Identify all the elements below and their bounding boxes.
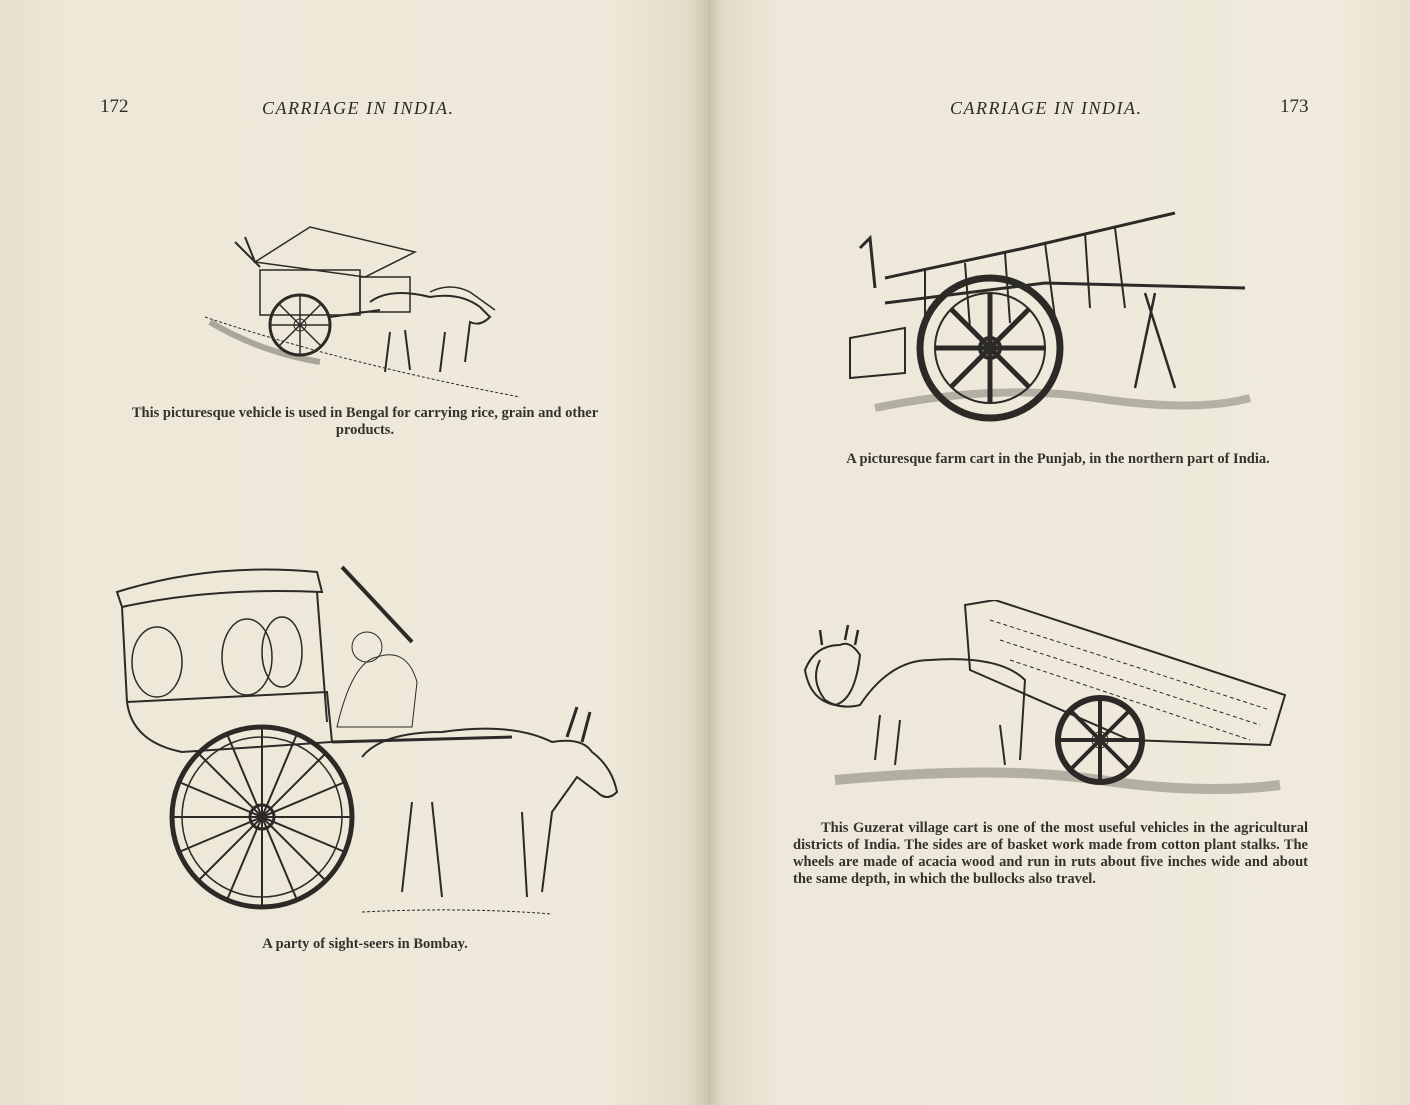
right-page	[708, 0, 1410, 1105]
figure-caption: This picturesque vehicle is used in Bengal for carrying rice, grain and other products.	[131, 405, 599, 438]
bombay-carriage-illustration	[112, 562, 624, 930]
guzerat-cart-illustration	[800, 600, 1290, 805]
bengal-cart-illustration	[200, 222, 525, 400]
running-head: CARRIAGE IN INDIA.	[262, 98, 455, 118]
figure-caption: A party of sight-seers in Bombay.	[262, 936, 468, 952]
punjab-cart-illustration	[845, 208, 1257, 444]
page-number: 172	[100, 96, 129, 117]
figure-caption: This Guzerat village cart is one of the most useful vehicles in the agricultural districts of India. The sides are of basket work made from cotton plant stalks. The wheels are made of acacia wood and run in ruts about five inches wide and about the same depth, in which the bullocks also travel.	[793, 820, 1308, 887]
figure-caption: A picturesque farm cart in the Punjab, in the northern part of India.	[846, 451, 1270, 467]
running-head: CARRIAGE IN INDIA.	[950, 98, 1143, 118]
page-number: 173	[1280, 96, 1309, 117]
